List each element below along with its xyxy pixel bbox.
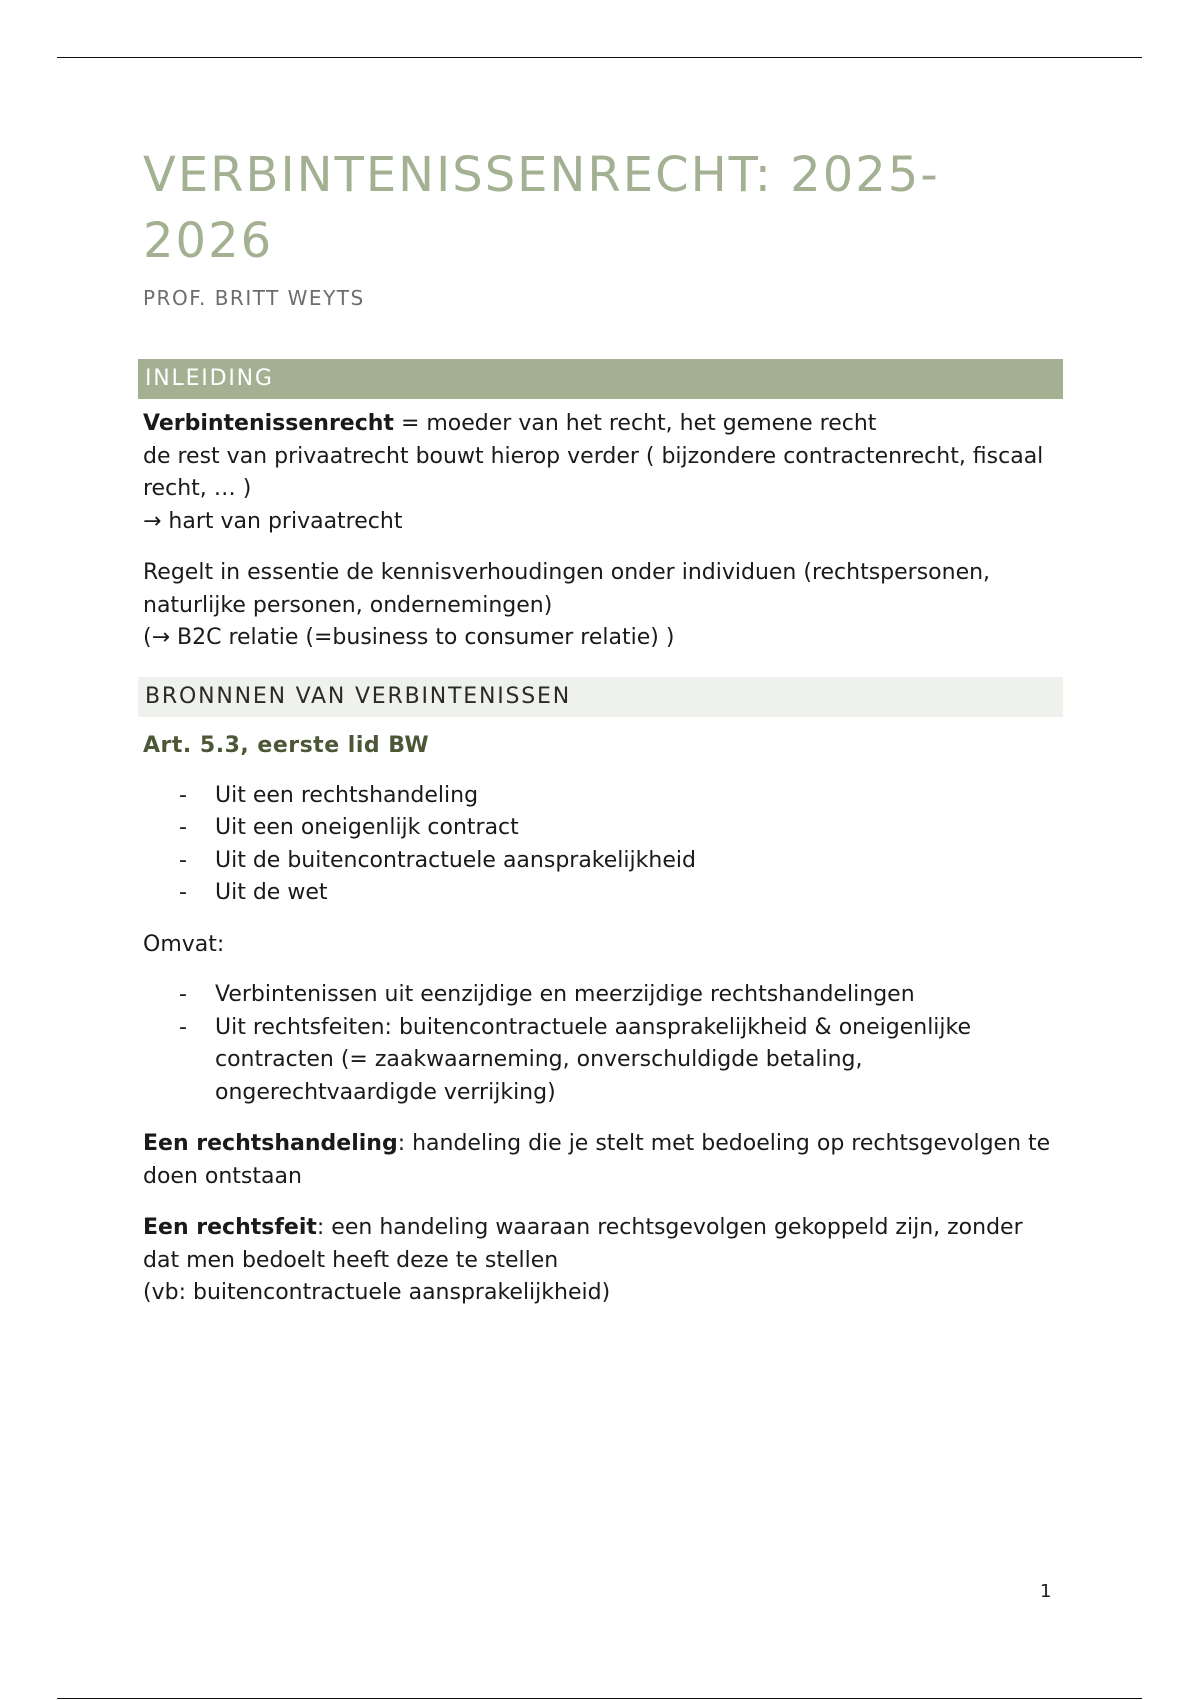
list-item-text: Uit de buitencontractuele aansprakelijkheid	[215, 847, 696, 873]
document-subtitle: PROF. BRITT WEYTS	[143, 286, 365, 310]
definition-example: (vb: buitencontractuele aansprakelijkheid)	[143, 1280, 611, 1305]
article-heading: Art. 5.3, eerste lid BW	[143, 732, 430, 758]
list-item	[143, 845, 1063, 878]
list-dash: -	[179, 1014, 187, 1040]
sources-list	[143, 780, 1063, 910]
term-verbintenissenrecht: Verbintenissenrecht	[143, 411, 394, 436]
paragraph-text: de rest van privaatrecht bouwt hierop verder ( bijzondere contractenrecht, fiscaal recht, … )	[143, 443, 1044, 501]
definition-rechtshandeling	[143, 1128, 1063, 1193]
term-rechtsfeit: Een rechtsfeit	[143, 1215, 317, 1240]
definition-text: : een handeling waaraan rechtsgevolgen gekoppeld zijn, zonder dat men bedoelt heeft deze te stellen	[143, 1215, 1023, 1273]
list-item	[143, 877, 1063, 910]
list-dash: -	[179, 847, 187, 873]
list-item-text: Uit een rechtshandeling	[215, 782, 479, 808]
paragraph-verbintenissenrecht	[143, 408, 1063, 538]
term-rechtshandeling: Een rechtshandeling	[143, 1131, 398, 1156]
paragraph-regelt	[143, 557, 1063, 655]
paragraph-text: = moeder van het recht, het gemene recht	[393, 411, 877, 436]
list-item	[143, 812, 1063, 845]
definition-rechtsfeit	[143, 1212, 1063, 1310]
list-item	[143, 1012, 1063, 1110]
list-dash: -	[179, 782, 187, 808]
page-content	[143, 142, 1063, 1310]
list-dash: -	[179, 982, 187, 1007]
paragraph-text: (→ B2C relatie (=business to consumer relatie) )	[143, 625, 675, 650]
definition-text: : handeling die je stelt met bedoeling op rechtsgevolgen te doen ontstaan	[143, 1131, 1051, 1189]
list-item-text: Uit een oneigenlijk contract	[215, 815, 519, 840]
omvat-list	[143, 979, 1063, 1109]
list-dash: -	[179, 880, 187, 905]
section-heading-inleiding: INLEIDING	[138, 359, 1063, 399]
omvat-label: Omvat:	[143, 931, 225, 957]
bottom-rule	[57, 1698, 1142, 1699]
list-item	[143, 979, 1063, 1012]
list-item	[143, 780, 1063, 813]
page-number: 1	[1040, 1581, 1052, 1602]
paragraph-text: → hart van privaatrecht	[143, 508, 403, 534]
list-dash: -	[179, 815, 187, 840]
list-item-text: Uit rechtsfeiten: buitencontractuele aansprakelijkheid & oneigenlijke contracten (= zaakwaarneming, onverschuldigde betaling, ongerechtvaardigde verrijking)	[215, 1014, 972, 1105]
paragraph-text: Regelt in essentie de kennisverhoudingen onder individuen (rechtspersonen, naturlijke personen, ondernemingen)	[143, 560, 991, 618]
document-title: VERBINTENISSENRECHT: 2025-2026	[143, 147, 940, 269]
section-heading-bronnen: BRONNNEN VAN VERBINTENISSEN	[138, 677, 1063, 717]
list-item-text: Uit de wet	[215, 880, 328, 905]
top-rule	[57, 57, 1142, 58]
list-item-text: Verbintenissen uit eenzijdige en meerzijdige rechtshandelingen	[215, 982, 915, 1007]
